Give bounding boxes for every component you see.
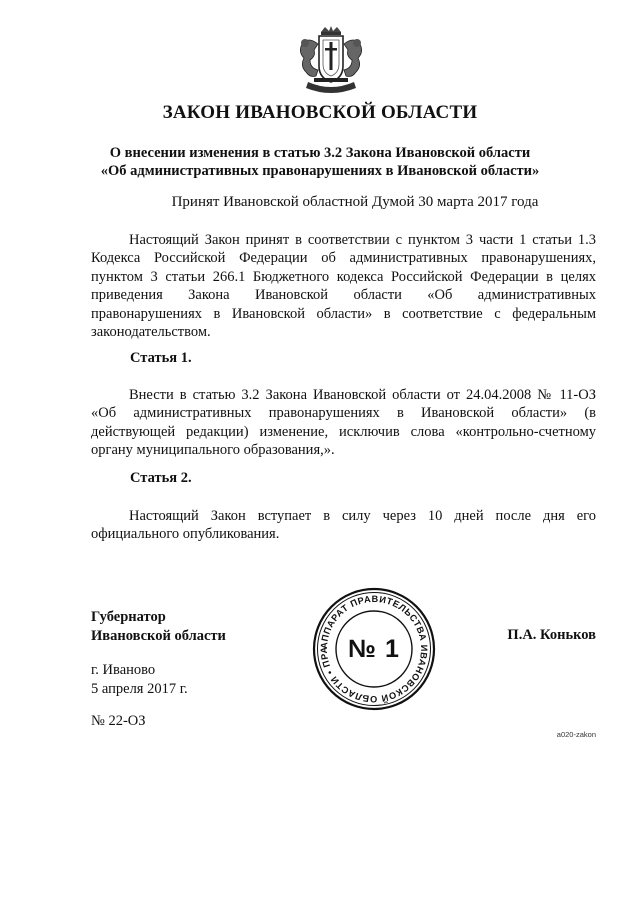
article-2-text: Настоящий Закон вступает в силу через 10 дней после дня его официального опубликования. — [91, 508, 596, 543]
stamp-number: № 1 — [348, 634, 400, 663]
position-line-1: Губернатор — [91, 609, 166, 625]
signing-place: г. Иваново — [91, 662, 156, 678]
subtitle-line-2: «Об административных правонарушениях в Ивановской области» — [100, 163, 540, 179]
law-title: ЗАКОН ИВАНОВСКОЙ ОБЛАСТИ — [162, 102, 478, 123]
document-code: a020-zakon — [556, 730, 596, 739]
stamp-ring-text: АППАРАТ ПРАВИТЕЛЬСТВА ИВАНОВСКОЙ ОБЛАСТИ • ПРА — [318, 593, 430, 705]
article-2-heading: Статья 2. — [130, 470, 192, 486]
preamble-paragraph: Настоящий Закон принят в соответствии с пунктом 3 части 1 статьи 1.3 Кодекса Российской Федерации об административных правонарушениях, пунктом 3 статьи 266.1 Бюджетного кодекса Российской Федерации в целях приведения Закона Ивановской области «Об административных правонарушениях в Ивановской области» в соответствие с федеральным законодательством. — [91, 232, 596, 341]
official-stamp — [312, 587, 436, 711]
article-1-heading: Статья 1. — [130, 350, 192, 366]
position-line-2: Ивановской области — [91, 628, 226, 644]
law-number: № 22-ОЗ — [91, 713, 146, 729]
law-subtitle — [40, 144, 600, 180]
adoption-line: Принят Ивановской областной Думой 30 марта 2017 года — [171, 194, 539, 210]
signatory-name: П.А. Коньков — [507, 627, 596, 643]
signatory-position — [91, 608, 226, 646]
coat-of-arms-icon — [294, 26, 368, 96]
signing-date: 5 апреля 2017 г. — [91, 681, 188, 697]
article-1-text: Внести в статью 3.2 Закона Ивановской области от 24.04.2008 № 11-ОЗ «Об административных правонарушениях в Ивановской области» (в действующей редакции) изменение, исключив слова «контрольно-счетному органу муниципального образования,». — [91, 387, 596, 459]
subtitle-line-1: О внесении изменения в статью 3.2 Закона Ивановской области — [109, 145, 531, 161]
place-and-date — [91, 661, 188, 699]
